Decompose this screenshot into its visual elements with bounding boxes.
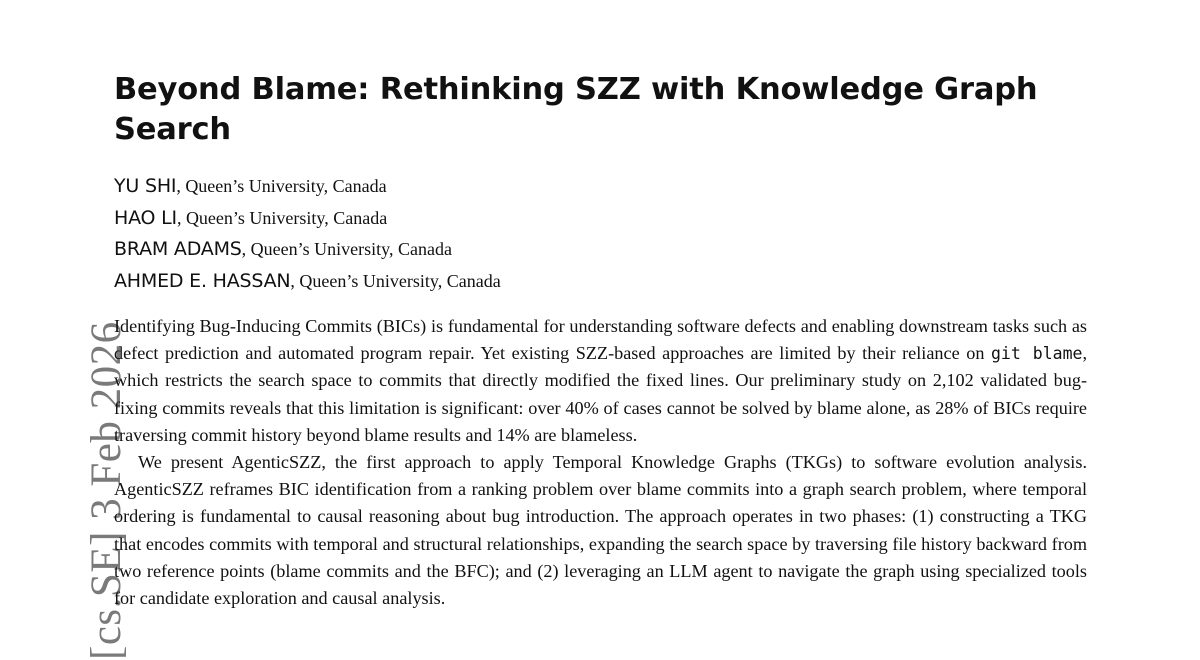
- paper-title: Beyond Blame: Rethinking SZZ with Knowledge Graph Search: [114, 72, 1038, 147]
- author-entry: [114, 203, 501, 235]
- author-name: AHMED E. HASSAN: [114, 269, 291, 292]
- author-name: BRAM ADAMS: [114, 238, 242, 260]
- author-entry: [114, 234, 501, 266]
- author-list: [114, 171, 501, 297]
- abstract-paragraph-2: We present AgenticSZZ, the first approach to apply Temporal Knowledge Graphs (TKGs) to software evolution analysis. AgenticSZZ reframes BIC identification from a ranking problem over blame commits into a graph search problem, where temporal ordering is fundamental to causal reasoning about bug introduction. The approach operates in two phases: (1) constructing a TKG that encodes commits with temporal and structural relationships, expanding the search space by traversing file history backward from two reference points (blame commits and the BFC); and (2) leveraging an LLM agent to navigate the graph using specialized tools for candidate exploration and causal analysis.: [114, 452, 1087, 609]
- author-affiliation: , Queen’s University, Canada: [176, 176, 387, 196]
- author-name: HAO LI: [114, 206, 177, 229]
- abstract: [114, 313, 1087, 612]
- inline-code: git blame: [991, 344, 1083, 364]
- arxiv-identifier-stamp: [cs.SE] 3 Feb 2026: [83, 321, 130, 660]
- abstract-text: Identifying Bug-Inducing Commits (BICs) is fundamental for understanding software defects and enabling downstream tasks such as defect prediction and automated program repair. Yet existing SZZ-based approaches are limited by their reliance on: [114, 316, 1087, 364]
- author-affiliation: , Queen’s University, Canada: [176, 207, 388, 228]
- author-entry: [114, 171, 501, 203]
- author-entry: [114, 266, 501, 298]
- abstract-text: , which restricts the search space to commits that directly modified the fixed lines. Our preliminary study on 2,102 validated bug-fixing commits reveals that this limitation is significant: over 40% of cases cannot be solved by blame alone, as 28% of BICs require traversing commit history beyond blame results and 14% are blameless.: [114, 343, 1087, 445]
- author-name: YU SHI: [114, 175, 177, 197]
- author-affiliation: , Queen’s University, Canada: [290, 270, 501, 291]
- author-affiliation: , Queen’s University, Canada: [241, 239, 452, 259]
- abstract-paragraph-1: [114, 313, 1087, 449]
